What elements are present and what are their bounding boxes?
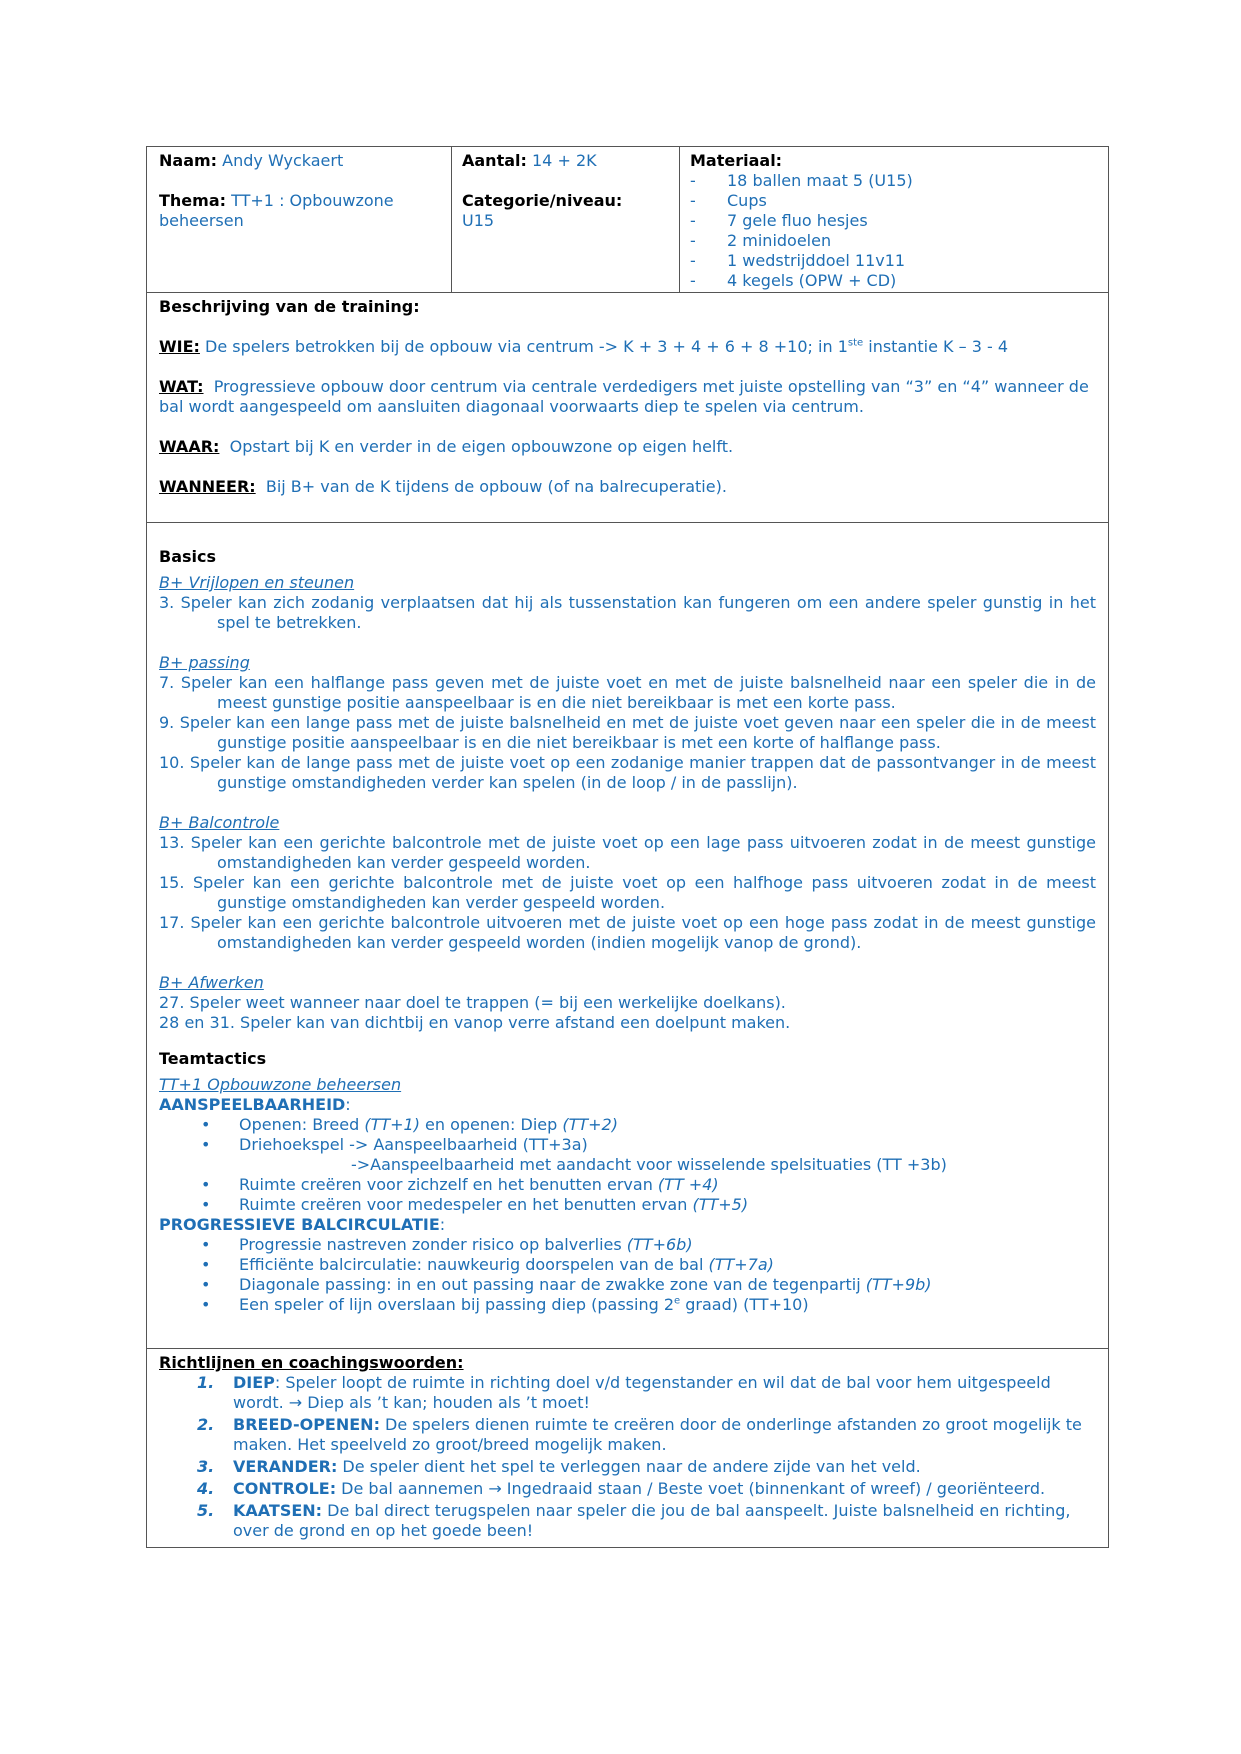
basics-teamtactics-section — [147, 522, 1108, 1348]
materiaal-dash: - — [690, 271, 696, 290]
spacer — [159, 953, 1096, 973]
coaching-number: 2. — [197, 1415, 215, 1434]
bullet-text: Ruimte creëren voor zichzelf en het benutten ervan — [239, 1175, 658, 1194]
wie-text2: instantie K – 3 - 4 — [863, 337, 1009, 356]
materiaal-dash: - — [690, 211, 696, 230]
aanspeelbaarheid-list — [159, 1115, 1096, 1215]
coaching-item — [159, 1479, 1096, 1499]
progressief-label: PROGRESSIEVE BALCIRCULATIE — [159, 1215, 440, 1234]
bullet-sup: e — [674, 1295, 681, 1307]
beschrijving-section — [147, 292, 1108, 522]
basics-item: 7. Speler kan een halflange pass geven met de juiste voet en met de juiste balsnelheid naar een speler die in de meest gunstige positie aanspeelbaar is en die niet bereikbaar is met een korte pass. — [159, 673, 1096, 712]
coaching-keyword: VERANDER: — [233, 1457, 338, 1476]
bullet-text: en openen: Diep — [419, 1115, 563, 1134]
bullet-item — [159, 1195, 1096, 1215]
bullet-text: graad) (TT+10) — [680, 1295, 809, 1314]
bullet-ref: (TT+2) — [562, 1115, 618, 1134]
materiaal-item — [690, 271, 1096, 291]
spacer — [159, 793, 1096, 813]
coaching-text: De speler dient het spel te verleggen naar de andere zijde van het veld. — [337, 1457, 921, 1476]
coaching-number: 5. — [197, 1501, 215, 1520]
basics-heading: B+ Vrijlopen en steunen — [159, 573, 355, 592]
basics-heading: B+ Balcontrole — [159, 813, 280, 832]
spacer — [159, 633, 1096, 653]
basics-item: 9. Speler kan een lange pass met de juiste balsnelheid en met de juiste voet geven naar een speler die in de meest gunstige positie aanspeelbaar is en die niet bereikbaar is met een korte of halflange pass. — [159, 713, 1096, 752]
header-row — [147, 147, 1108, 292]
materiaal-text: 7 gele fluo hesjes — [727, 211, 868, 230]
coaching-item — [159, 1501, 1096, 1541]
bullet-item — [159, 1275, 1096, 1295]
categorie-label: Categorie/niveau: — [462, 191, 623, 210]
wie-sup: ste — [847, 337, 864, 349]
aantal-label: Aantal: — [462, 151, 527, 170]
materiaal-item — [690, 171, 1096, 191]
wat-line — [159, 377, 1096, 417]
materiaal-item — [690, 251, 1096, 271]
bullet-ref: (TT+7a) — [708, 1255, 774, 1274]
categorie-value: U15 — [462, 211, 495, 230]
basics-item: 13. Speler kan een gerichte balcontrole met de juiste voet op een lage pass uitvoeren zodat in de meest gunstige omstandigheden kan verder gespeeld worden. — [159, 833, 1096, 872]
coaching-keyword: KAATSEN: — [233, 1501, 323, 1520]
bullet-item — [159, 1235, 1096, 1255]
bullet-text: Efficiënte balcirculatie: nauwkeurig doorspelen van de bal — [239, 1255, 709, 1274]
materiaal-label: Materiaal: — [690, 151, 783, 170]
bullet-subline: ->Aanspeelbaarheid met aandacht voor wisselende spelsituaties (TT +3b) — [351, 1155, 947, 1174]
waar-label: WAAR: — [159, 437, 220, 456]
coaching-item — [159, 1457, 1096, 1477]
coaching-keyword: DIEP — [233, 1373, 275, 1392]
coaching-keyword: CONTROLE: — [233, 1479, 337, 1498]
bullet-text: Een speler of lijn overslaan bij passing diep (passing 2 — [239, 1295, 674, 1314]
materiaal-dash: - — [690, 191, 696, 210]
basics-title: Basics — [159, 547, 217, 566]
coaching-text: De bal direct terugspelen naar speler die jou de bal aanspeelt. Juiste balsnelheid en richting, over de grond en op het goede been! — [233, 1501, 1071, 1540]
progressief-line: PROGRESSIEVE BALCIRCULATIE: — [159, 1215, 446, 1234]
coaching-item — [159, 1373, 1096, 1413]
basics-item: 3. Speler kan zich zodanig verplaatsen dat hij als tussenstation kan fungeren om een andere speler gunstig in het spel te betrekken. — [159, 593, 1096, 632]
coaching-keyword: BREED-OPENEN: — [233, 1415, 380, 1434]
richtlijnen-list — [159, 1373, 1096, 1541]
richtlijnen-section — [147, 1348, 1108, 1547]
materiaal-text: 4 kegels (OPW + CD) — [727, 271, 897, 290]
coaching-text: : Speler loopt de ruimte in richting doel v/d tegenstander en wil dat de bal voor hem uitgespeeld wordt. → Diep als ’t kan; houden als ’t moet! — [233, 1373, 1051, 1412]
basics-heading: B+ Afwerken — [159, 973, 264, 992]
bullet-text: Ruimte creëren voor medespeler en het benutten ervan — [239, 1195, 693, 1214]
bullet-item — [159, 1115, 1096, 1135]
basics-item: 28 en 31. Speler kan van dichtbij en vanop verre afstand een doelpunt maken. — [159, 1013, 791, 1032]
bullet-item — [159, 1295, 1096, 1315]
bullet-item — [159, 1135, 1096, 1155]
coaching-item — [159, 1415, 1096, 1455]
bullet-item — [159, 1255, 1096, 1275]
bullet-text: Diagonale passing: in en out passing naar de zwakke zone van de tegenpartij — [239, 1275, 866, 1294]
materiaal-cell — [680, 147, 1108, 292]
materiaal-item — [690, 231, 1096, 251]
wanneer-text: Bij B+ van de K tijdens de opbouw (of na balrecuperatie). — [265, 477, 727, 496]
bullet-ref: (TT+9b) — [865, 1275, 932, 1294]
coaching-number: 3. — [197, 1457, 215, 1476]
thema-label: Thema: — [159, 191, 227, 210]
basics-heading: B+ passing — [159, 653, 250, 672]
wat-text: Progressieve opbouw door centrum via centrale verdedigers met juiste opstelling van “3” en “4” wanneer de bal wordt aangespeeld om aansluiten diagonaal voorwaarts diep te spelen via centrum. — [159, 377, 1089, 416]
wie-line — [159, 337, 1096, 357]
wat-label: WAT: — [159, 377, 204, 396]
materiaal-list — [690, 171, 1096, 291]
bullet-ref: (TT+5) — [692, 1195, 749, 1214]
materiaal-item — [690, 211, 1096, 231]
materiaal-text: 2 minidoelen — [727, 231, 832, 250]
coaching-number: 4. — [197, 1479, 215, 1498]
bullet-ref: (TT+1) — [364, 1115, 420, 1134]
bullet-text: Openen: Breed — [239, 1115, 365, 1134]
materiaal-dash: - — [690, 231, 696, 250]
naam-thema-cell — [147, 147, 452, 292]
materiaal-item — [690, 191, 1096, 211]
richtlijnen-title: Richtlijnen en coachingswoorden: — [159, 1353, 464, 1372]
waar-line — [159, 437, 1096, 457]
basics-item: 17. Speler kan een gerichte balcontrole uitvoeren met de juiste voet op een hoge pass zodat in de meest gunstige omstandigheden kan verder gespeeld worden (indien mogelijk vanop de grond). — [159, 913, 1096, 952]
materiaal-dash: - — [690, 251, 696, 270]
naam-label: Naam: — [159, 151, 218, 170]
materiaal-dash: - — [690, 171, 696, 190]
aanspeelbaarheid-label: AANSPEELBAARHEID — [159, 1095, 346, 1114]
teamtactics-title: Teamtactics — [159, 1049, 267, 1068]
beschrijving-title: Beschrijving van de training: — [159, 297, 420, 316]
thema-value: TT+1 : Opbouwzone beheersen — [159, 191, 394, 230]
wie-label: WIE: — [159, 337, 200, 356]
wanneer-line — [159, 477, 1096, 497]
bullet-ref: (TT +4) — [657, 1175, 719, 1194]
aantal-categorie-cell — [452, 147, 680, 292]
materiaal-text: Cups — [727, 191, 767, 210]
training-sheet — [146, 146, 1109, 1548]
basics-item: 10. Speler kan de lange pass met de juiste voet op een zodanige manier trappen dat de passontvanger in de meest gunstige omstandigheden verder kan spelen (in de loop / in de passlijn). — [159, 753, 1096, 792]
coaching-text: De bal aannemen → Ingedraaid staan / Beste voet (binnenkant of wreef) / georiënteerd. — [336, 1479, 1046, 1498]
teamtactics-heading: TT+1 Opbouwzone beheersen — [159, 1075, 402, 1094]
coaching-text: De spelers dienen ruimte te creëren door de onderlinge afstanden zo groot mogelijk te maken. Het speelveld zo groot/breed mogelijk maken. — [233, 1415, 1082, 1454]
waar-text: Opstart bij K en verder in de eigen opbouwzone op eigen helft. — [229, 437, 734, 456]
materiaal-text: 1 wedstrijddoel 11v11 — [727, 251, 906, 270]
bullet-text: Driehoekspel -> Aanspeelbaarheid (TT+3a) — [239, 1135, 588, 1154]
progressief-list — [159, 1235, 1096, 1315]
basics-item: 27. Speler weet wanneer naar doel te trappen (= bij een werkelijke doelkans). — [159, 993, 786, 1012]
wanneer-label: WANNEER: — [159, 477, 256, 496]
naam-value: Andy Wyckaert — [222, 151, 344, 170]
bullet-text: Progressie nastreven zonder risico op balverlies — [239, 1235, 627, 1254]
bullet-item — [159, 1175, 1096, 1195]
basics-groups — [159, 573, 1096, 1033]
aanspeelbaarheid-line: AANSPEELBAARHEID: — [159, 1095, 351, 1114]
aantal-value: 14 + 2K — [532, 151, 597, 170]
bullet-ref: (TT+6b) — [626, 1235, 693, 1254]
wie-text: De spelers betrokken bij de opbouw via centrum -> K + 3 + 4 + 6 + 8 +10; in 1 — [205, 337, 848, 356]
basics-item: 15. Speler kan een gerichte balcontrole met de juiste voet op een halfhoge pass uitvoeren zodat in de meest gunstige omstandigheden kan verder gespeeld worden. — [159, 873, 1096, 912]
materiaal-text: 18 ballen maat 5 (U15) — [727, 171, 913, 190]
coaching-number: 1. — [197, 1373, 215, 1392]
